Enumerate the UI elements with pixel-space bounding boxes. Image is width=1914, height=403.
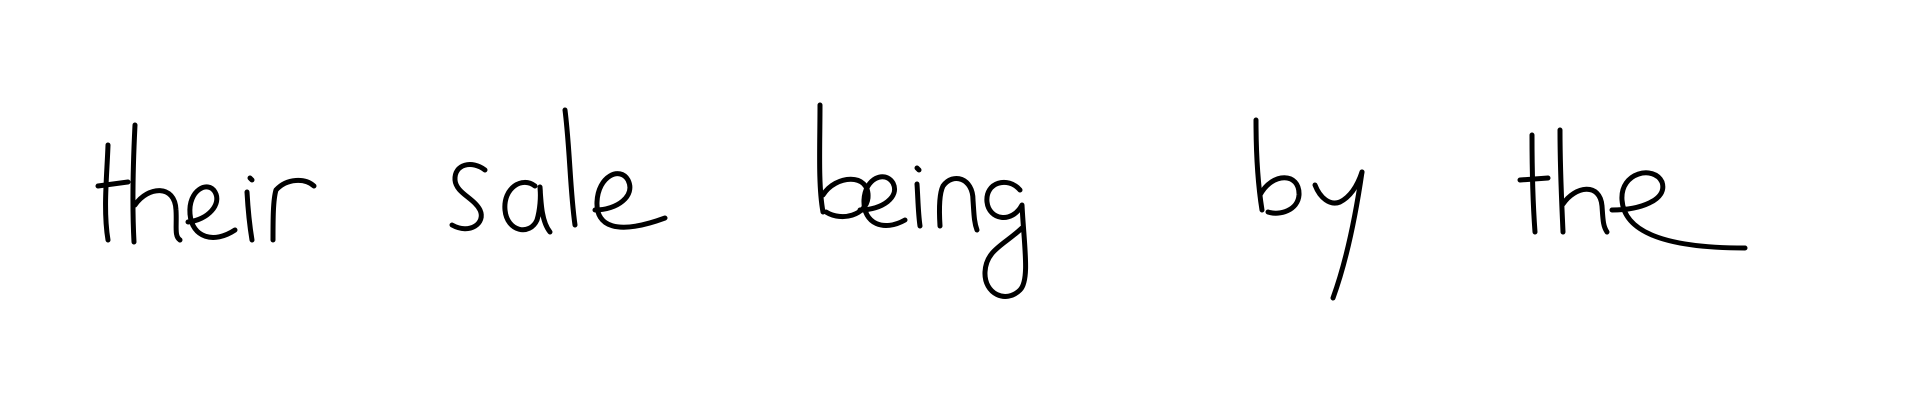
- word-by-strokes: [1256, 120, 1362, 298]
- word-the-strokes: [1520, 130, 1745, 248]
- word-sale-strokes: [452, 110, 665, 232]
- word-being-strokes: [820, 105, 1026, 296]
- word-their-strokes: [98, 125, 314, 242]
